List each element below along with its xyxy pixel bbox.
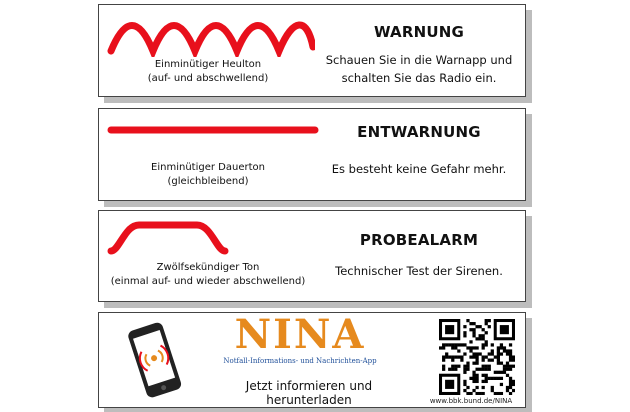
tone-detail: (einmal auf- und wieder abschwellend) xyxy=(110,276,306,287)
nina-logo: NINA xyxy=(234,311,366,358)
tone-name: Einminütiger Dauerton xyxy=(151,162,265,173)
tone-description xyxy=(103,161,313,189)
qr-code-icon[interactable] xyxy=(439,319,515,395)
panel-description xyxy=(315,51,523,87)
tone-detail: (gleichbleibend) xyxy=(167,176,249,187)
wave-icon xyxy=(105,11,315,57)
tone-name: Einminütiger Heulton xyxy=(154,59,262,70)
desc-line: Technischer Test der Sirenen. xyxy=(335,264,503,278)
ramp-icon xyxy=(105,219,235,259)
tone-detail: (auf- und abschwellend) xyxy=(147,73,269,84)
download-call-to-action: Jetzt informieren und herunterladen xyxy=(245,379,373,407)
panel-description xyxy=(315,262,523,280)
desc-line: Schauen Sie in die Warnapp und xyxy=(325,53,513,67)
flat-line-icon xyxy=(105,123,321,137)
nina-subtitle: Notfall-Informations- und Nachrichten-App xyxy=(223,357,377,365)
warning-panel xyxy=(98,4,526,97)
all-clear-panel xyxy=(98,108,526,201)
panel-title: WARNUNG xyxy=(373,23,465,41)
test-alarm-panel xyxy=(98,210,526,302)
phone-icon xyxy=(123,321,187,401)
nina-app-panel xyxy=(98,312,526,408)
panel-description xyxy=(315,160,523,178)
desc-line: Es besteht keine Gefahr mehr. xyxy=(331,162,507,176)
tone-name: Zwölfsekündiger Ton xyxy=(156,262,260,273)
download-url[interactable]: www.bbk.bund.de/NINA xyxy=(429,397,513,405)
panel-title: PROBEALARM xyxy=(359,231,479,249)
tone-description xyxy=(103,58,313,86)
panel-title: ENTWARNUNG xyxy=(357,123,481,141)
tone-description xyxy=(103,261,313,289)
desc-line: schalten Sie das Radio ein. xyxy=(341,71,497,85)
